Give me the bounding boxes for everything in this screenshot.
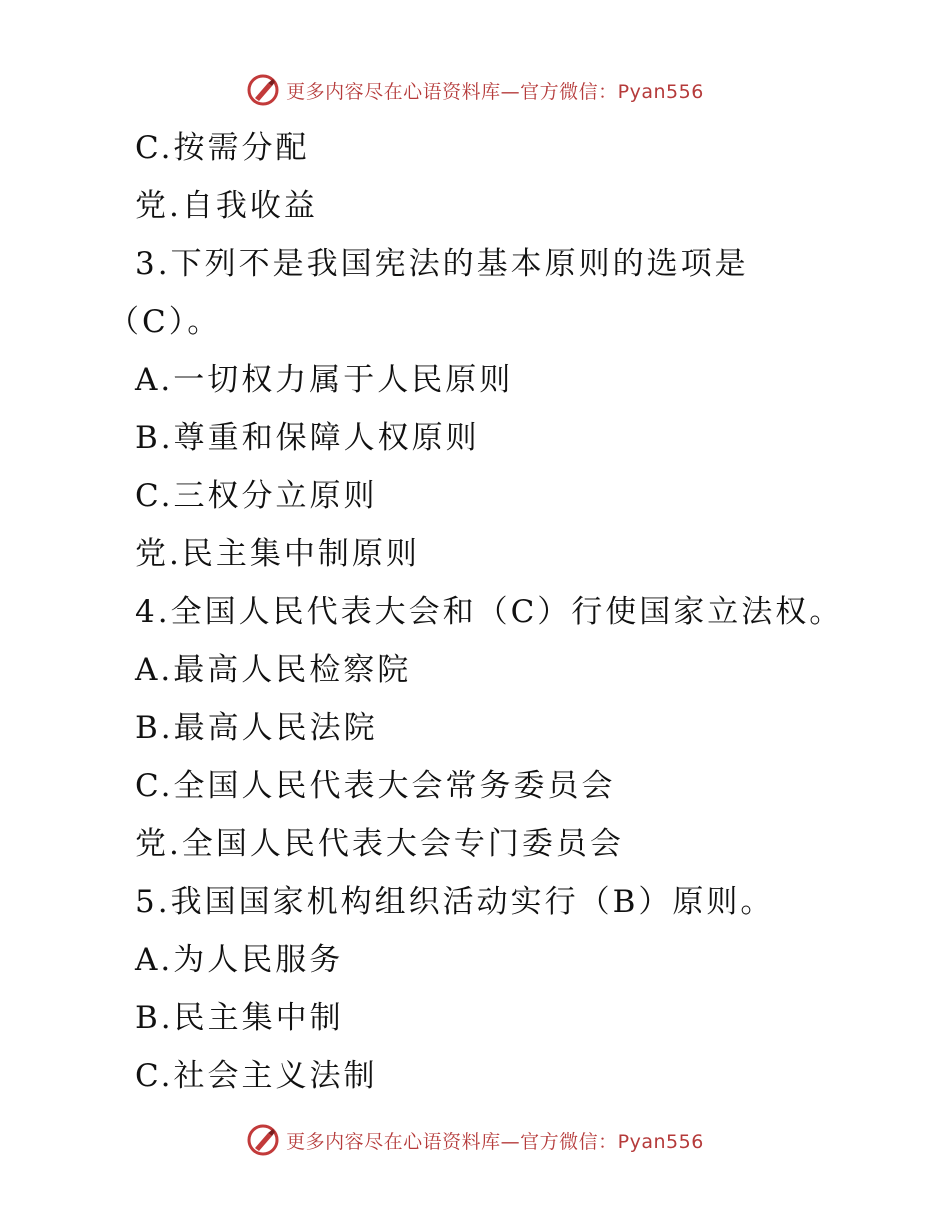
option-line: A.最高人民检察院 <box>135 652 412 688</box>
text-line: 党.自我收益 <box>135 188 318 224</box>
option-line: C.全国人民代表大会常务委员会 <box>135 768 616 804</box>
option-line: B.最高人民法院 <box>135 710 378 746</box>
option-line: C.社会主义法制 <box>135 1058 378 1094</box>
option-line: B.民主集中制 <box>135 1000 344 1036</box>
question-3-answer-line: （C）。 <box>108 304 222 340</box>
header-watermark-banner <box>0 70 950 110</box>
question-5-line: 5.我国国家机构组织活动实行（B）原则。 <box>135 884 775 920</box>
option-line: 党.全国人民代表大会专门委员会 <box>135 826 624 862</box>
pen-logo-icon <box>246 73 280 107</box>
pen-logo-icon <box>246 1123 280 1157</box>
option-line: A.一切权力属于人民原则 <box>135 362 514 398</box>
option-line: A.为人民服务 <box>135 942 344 978</box>
option-line: 党.民主集中制原则 <box>135 536 420 572</box>
question-4-line: 4.全国人民代表大会和（C）行使国家立法权。 <box>135 594 844 630</box>
question-3-line: 3.下列不是我国宪法的基本原则的选项是 <box>135 246 749 282</box>
header-banner-text: 更多内容尽在心语资料库—官方微信：Pyan556 <box>286 80 704 103</box>
option-line: C.三权分立原则 <box>135 478 378 514</box>
text-line: C.按需分配 <box>135 130 310 166</box>
footer-banner-text: 更多内容尽在心语资料库—官方微信：Pyan556 <box>286 1130 704 1153</box>
option-line: B.尊重和保障人权原则 <box>135 420 480 456</box>
footer-watermark-banner <box>0 1120 950 1160</box>
